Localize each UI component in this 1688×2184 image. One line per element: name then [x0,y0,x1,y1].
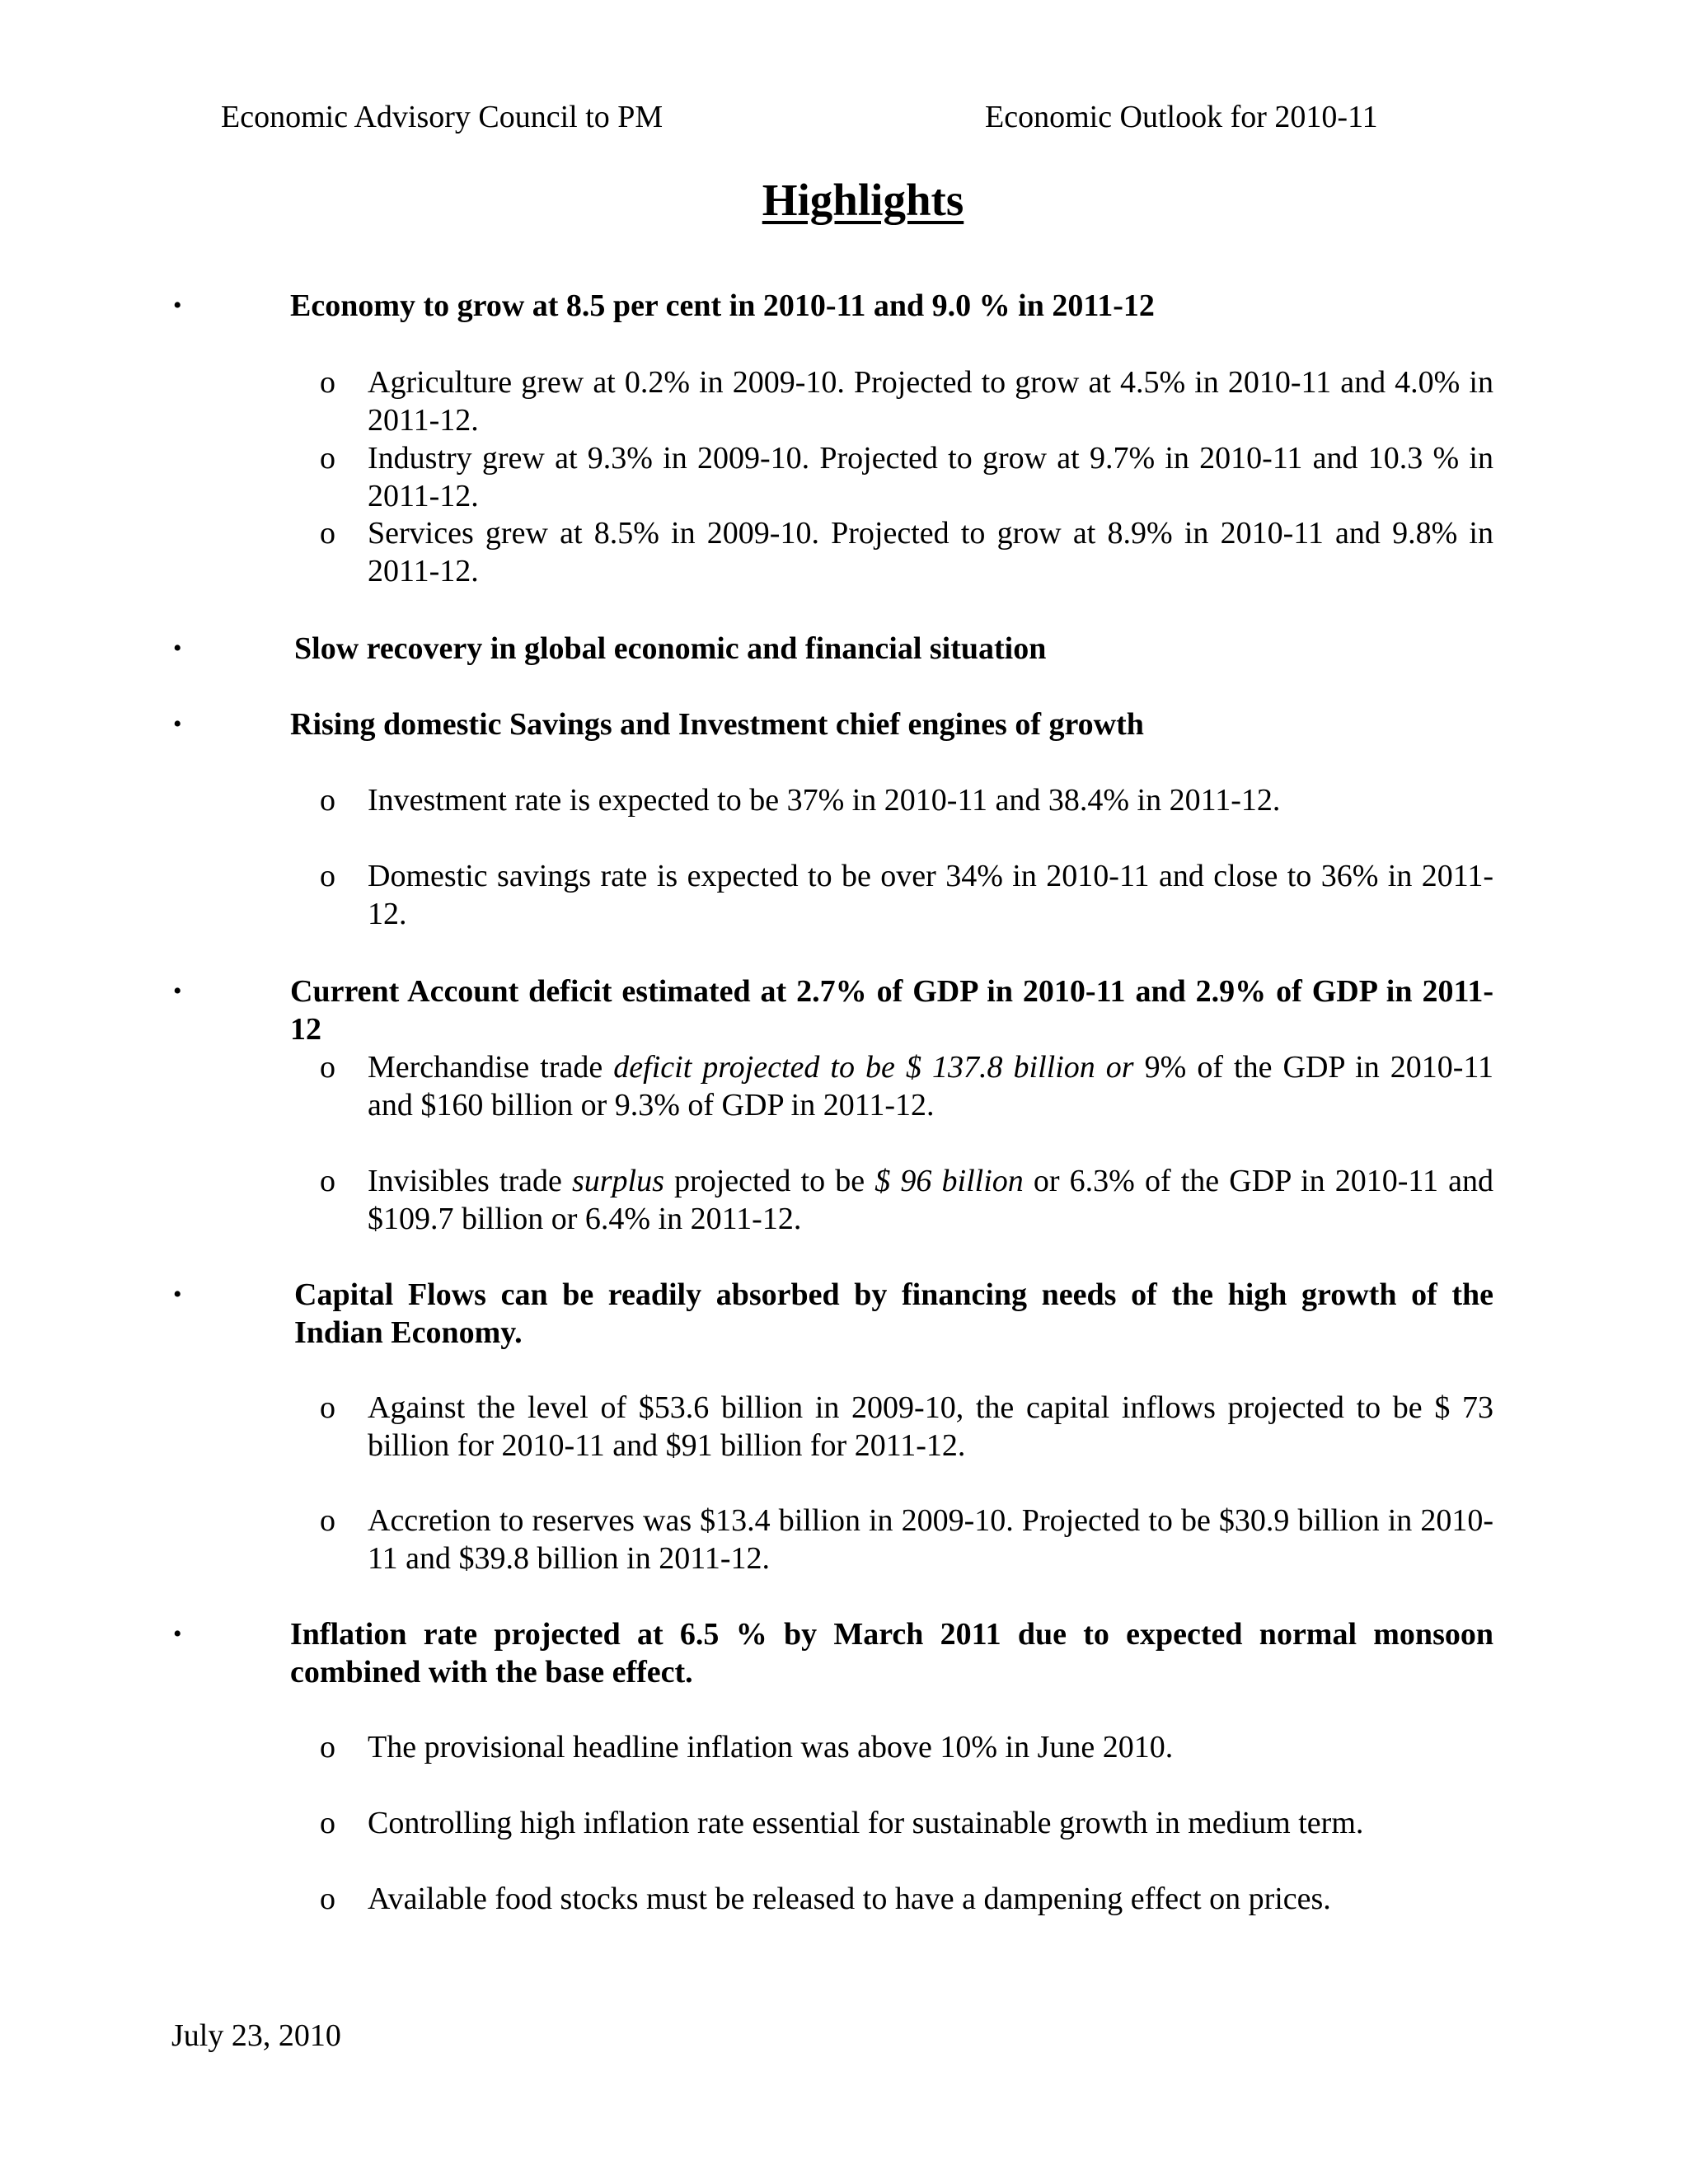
document-date: July 23, 2010 [171,2018,341,2053]
list-item-controlling-inflation: Controlling high inflation rate essential for sustainable growth in medium term. [368,1806,1364,1840]
page-title: Highlights [762,175,964,225]
list-item-capital-inflows: Against the level of $53.6 billion in 2009-10, the capital inflows projected to be $ 73 billion for 2010-11 and $91 billion for 2011-12. [368,1390,1493,1463]
list-item-invisibles [368,1162,1493,1238]
invisibles-text-c: projected to be [663,1164,875,1198]
list-item-merchandise [368,1048,1493,1124]
invisibles-text-a: Invisibles trade [368,1164,572,1198]
section-heading-savings: Rising domestic Savings and Investment chief engines of growth [290,707,1144,742]
sub-bullet-icon: o [320,516,335,551]
section-heading-global: Slow recovery in global economic and financial situation [294,631,1047,666]
sub-bullet-icon: o [320,1503,335,1538]
list-item-services: Services grew at 8.5% in 2009-10. Projected to grow at 8.9% in 2010-11 and 9.8% in 2011-12. [368,516,1493,588]
invisibles-text-surplus: surplus [571,1164,664,1198]
sub-bullet-icon: o [320,783,335,818]
sub-bullet-icon: o [320,1050,335,1085]
bullet-icon: • [173,710,182,738]
invisibles-text-e: or 6.3% of the GDP in 2010-11 and $109.7 billion or 6.4% in 2011-12. [368,1164,1493,1236]
list-item-industry: Industry grew at 9.3% in 2009-10. Projected to grow at 9.7% in 2010-11 and 10.3 % in 2011-12. [368,441,1493,513]
section-heading-current-account: Current Account deficit estimated at 2.7% of GDP in 2010-11 and 2.9% of GDP in 2011-12 [290,974,1493,1047]
section-heading-capital-flows: Capital Flows can be readily absorbed by financing needs of the high growth of the Indian Economy. [294,1277,1493,1350]
merchandise-text-italic: deficit projected to be $ 137.8 billion or [613,1050,1134,1085]
list-item-agriculture: Agriculture grew at 0.2% in 2009-10. Projected to grow at 4.5% in 2010-11 and 4.0% in 2011-12. [368,365,1493,438]
sub-bullet-icon: o [320,441,335,476]
list-item-investment: Investment rate is expected to be 37% in 2010-11 and 38.4% in 2011-12. [368,783,1281,818]
list-item-headline-inflation: The provisional headline inflation was above 10% in June 2010. [368,1730,1174,1765]
sub-bullet-icon: o [320,1164,335,1198]
section-heading-inflation: Inflation rate projected at 6.5 % by March 2011 due to expected normal monsoon combined with the base effect. [290,1617,1493,1690]
merchandise-text-a: Merchandise trade [368,1050,614,1085]
sub-bullet-icon: o [320,1730,335,1765]
list-item-food-stocks: Available food stocks must be released to have a dampening effect on prices. [368,1882,1331,1916]
bullet-icon: • [173,1620,182,1647]
header-right: Economic Outlook for 2010-11 [985,100,1378,134]
merchandise-text-c: 9% of the GDP in 2010-11 and $160 billion or 9.3% of GDP in 2011-12. [368,1050,1493,1122]
sub-bullet-icon: o [320,1882,335,1916]
bullet-icon: • [173,977,182,1005]
sub-bullet-icon: o [320,1390,335,1425]
list-item-reserves: Accretion to reserves was $13.4 billion in 2009-10. Projected to be $30.9 billion in 2010-11 and $39.8 billion in 2011-12. [368,1503,1493,1576]
bullet-icon: • [173,1281,182,1308]
sub-bullet-icon: o [320,365,335,400]
section-heading-growth: Economy to grow at 8.5 per cent in 2010-11 and 9.0 % in 2011-12 [290,288,1155,323]
sub-bullet-icon: o [320,859,335,893]
header-left: Economic Advisory Council to PM [221,100,663,134]
sub-bullet-icon: o [320,1806,335,1840]
bullet-icon: • [173,292,182,319]
list-item-savings: Domestic savings rate is expected to be over 34% in 2010-11 and close to 36% in 2011-12. [368,859,1493,931]
bullet-icon: • [173,635,182,662]
invisibles-text-amount: $ 96 billion [874,1164,1024,1198]
